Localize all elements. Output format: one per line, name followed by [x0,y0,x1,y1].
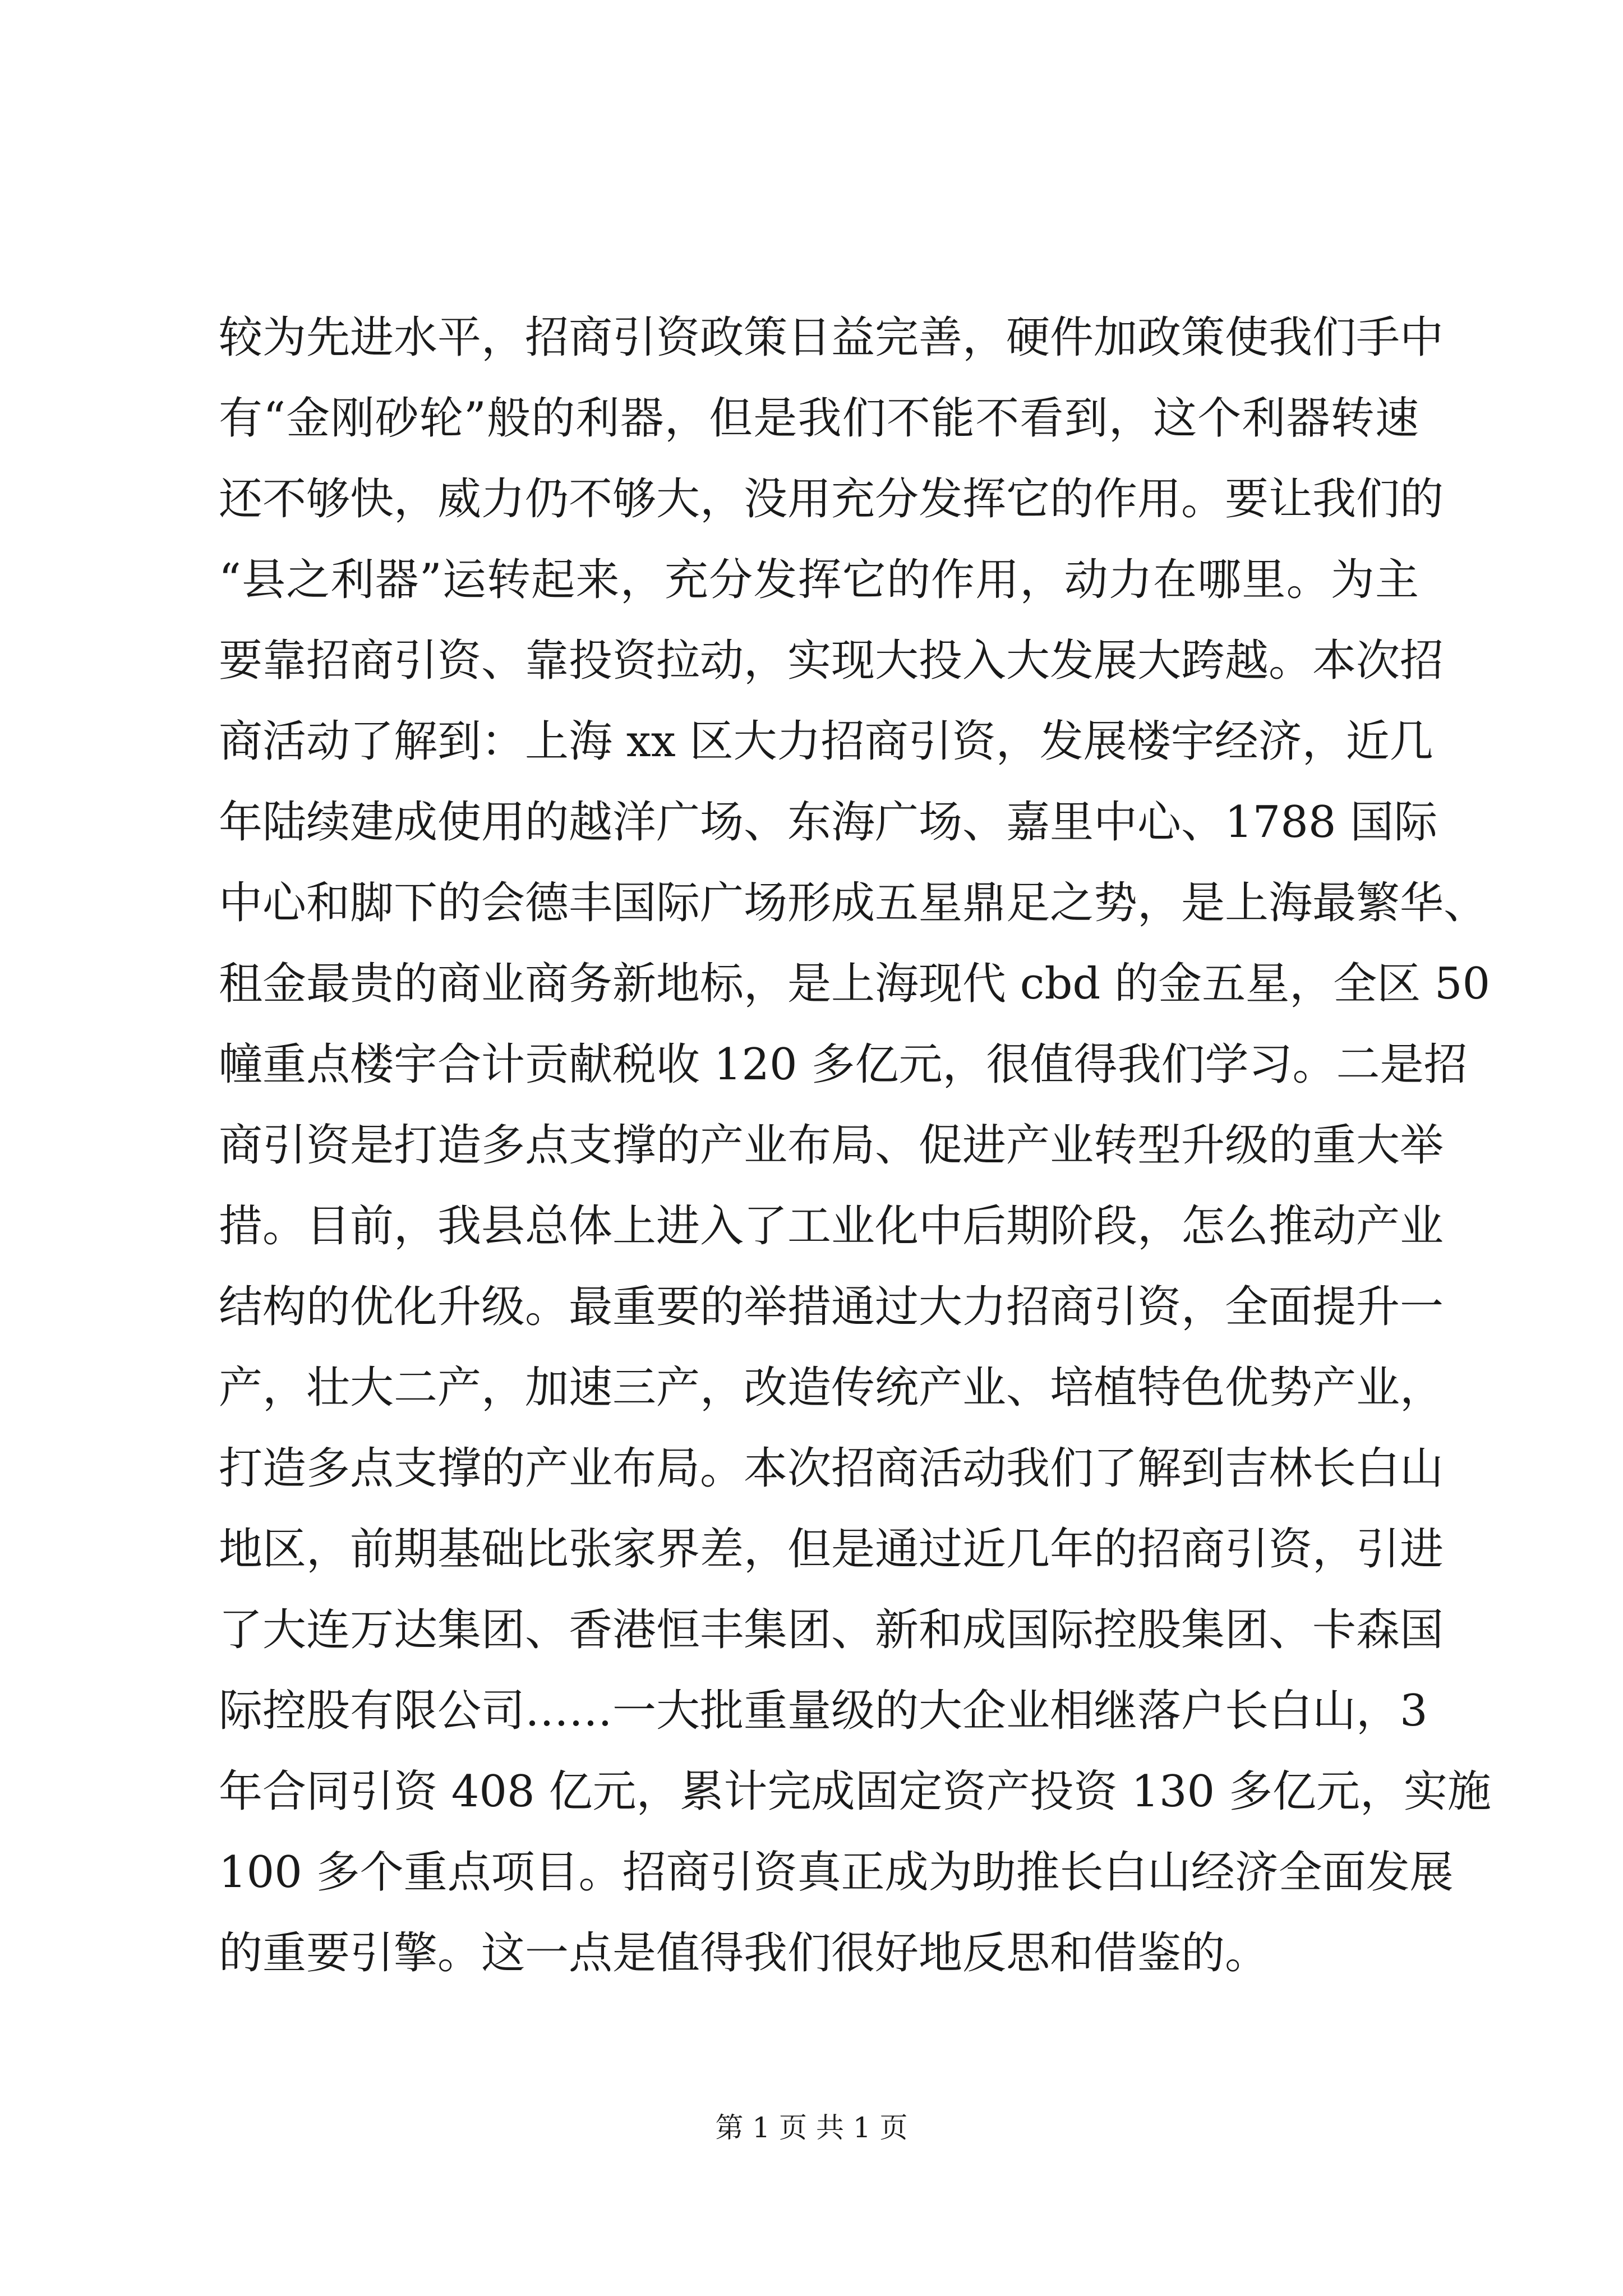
text-line: 年合同引资 408 亿元，累计完成固定资产投资 130 多亿元，实施 [219,1766,1491,1817]
text-line: 有“金刚砂轮”般的利器，但是我们不能不看到，这个利器转速 [219,393,1419,444]
text-line: 商活动了解到：上海 xx 区大力招商引资，发展楼宇经济，近几 [219,716,1433,767]
text-line: 际控股有限公司……一大批重量级的大企业相继落户长白山，3 [219,1686,1428,1736]
text-line: 打造多点支撑的产业布局。本次招商活动我们了解到吉林长白山 [219,1443,1444,1494]
text-line: 要靠招商引资、靠投资拉动，实现大投入大发展大跨越。本次招 [219,636,1444,686]
page-number-footer: 第 1 页 共 1 页 [715,2111,908,2144]
text-line: 了大连万达集团、香港恒丰集团、新和成国际控股集团、卡森国 [219,1605,1444,1655]
text-line: 年陆续建成使用的越洋广场、东海广场、嘉里中心、1788 国际 [219,797,1438,848]
text-line: 中心和脚下的会德丰国际广场形成五星鼎足之势，是上海最繁华、 [219,878,1488,928]
text-line: 较为先进水平，招商引资政策日益完善，硬件加政策使我们手中 [219,312,1444,363]
text-line: 商引资是打造多点支撑的产业布局、促进产业转型升级的重大举 [219,1120,1444,1171]
text-line: 幢重点楼宇合计贡献税收 120 多亿元，很值得我们学习。二是招 [219,1039,1468,1090]
body-paragraph [219,297,1491,1994]
text-line: 结构的优化升级。最重要的举措通过大力招商引资，全面提升一 [219,1282,1444,1332]
text-line: 还不够快，威力仍不够大，没用充分发挥它的作用。要让我们的 [219,474,1444,524]
text-line: 地区，前期基础比张家界差，但是通过近几年的招商引资，引进 [219,1524,1444,1575]
text-line: 的重要引擎。这一点是值得我们很好地反思和借鉴的。 [219,1928,1269,1978]
text-line: 100 多个重点项目。招商引资真正成为助推长白山经济全面发展 [219,1847,1454,1898]
text-line: “县之利器”运转起来，充分发挥它的作用，动力在哪里。为主 [219,555,1419,605]
text-line: 措。目前，我县总体上进入了工业化中后期阶段，怎么推动产业 [219,1201,1444,1251]
text-line: 租金最贵的商业商务新地标，是上海现代 cbd 的金五星，全区 50 [219,959,1491,1009]
text-line: 产，壮大二产，加速三产，改造传统产业、培植特色优势产业， [219,1363,1444,1413]
